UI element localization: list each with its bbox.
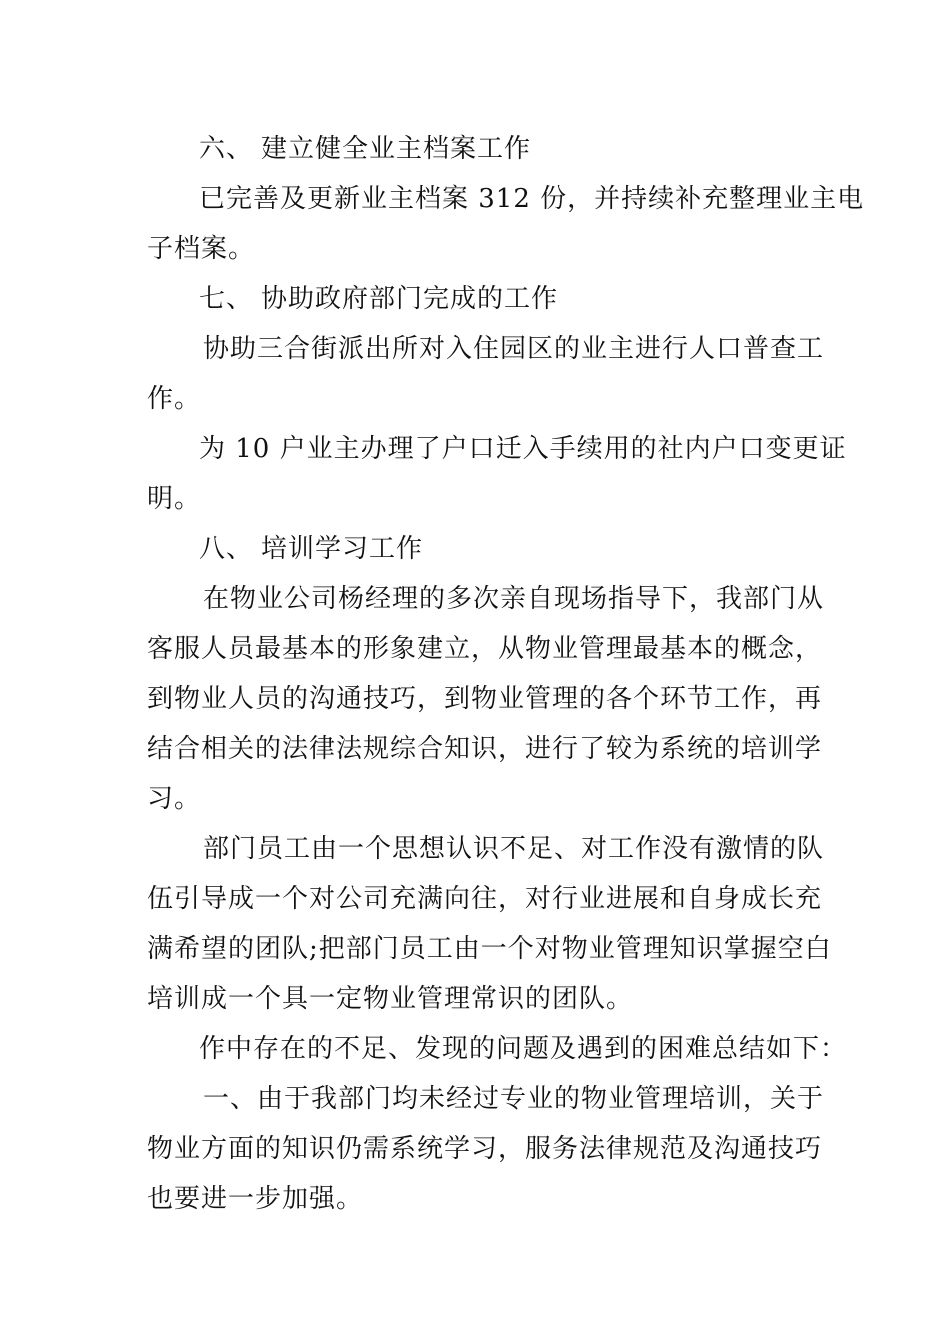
paragraph-line: 客服人员最基本的形象建立，从物业管理最基本的概念，: [147, 634, 823, 664]
paragraph-line: 习。: [147, 784, 202, 814]
section-6-heading: [199, 124, 807, 174]
paragraph-line: 物业方面的知识仍需系统学习，服务法律规范及沟通技巧: [147, 1134, 823, 1164]
paragraph-line: 部门员工由一个思想认识不足、对工作没有激情的队: [203, 834, 825, 864]
section-6-title: 建立健全业主档案工作: [261, 134, 532, 164]
paragraph-line: 结合相关的法律法规综合知识，进行了较为系统的培训学: [147, 734, 823, 764]
section-7-number: 七、: [199, 284, 254, 314]
paragraph-line: 伍引导成一个对公司充满向往，对行业进展和自身成长充: [147, 884, 823, 914]
paragraph-line: 已完善及更新业主档案 312 份，并持续补充整理业主电: [199, 184, 865, 214]
paragraph-line: 满希望的团队;把部门员工由一个对物业管理知识掌握空白: [147, 934, 832, 964]
section-6-number: 六、: [199, 134, 254, 164]
paragraph-line: 明。: [147, 484, 202, 514]
section-8-heading: [199, 524, 807, 574]
section-7-title: 协助政府部门完成的工作: [261, 284, 559, 314]
paragraph-line: 一、由于我部门均未经过专业的物业管理培训，关于: [203, 1084, 825, 1114]
paragraph-line: 到物业人员的沟通技巧，到物业管理的各个环节工作，再: [147, 684, 823, 714]
section-8-title: 培训学习工作: [261, 534, 424, 564]
section-7-heading: [199, 274, 807, 324]
paragraph-line: 培训成一个具一定物业管理常识的团队。: [147, 984, 634, 1014]
paragraph-line: 作。: [147, 384, 202, 414]
problems-intro: 作中存在的不足、发现的问题及遇到的困难总结如下：: [199, 1034, 848, 1064]
section-8-number: 八、: [199, 534, 254, 564]
paragraph-line: 协助三合街派出所对入住园区的业主进行人口普查工: [203, 334, 825, 364]
paragraph-line: 为 10 户业主办理了户口迁入手续用的社内户口变更证: [199, 434, 847, 464]
paragraph-line: 子档案。: [147, 234, 256, 264]
paragraph-line: 也要进一步加强。: [147, 1184, 364, 1214]
paragraph-line: 在物业公司杨经理的多次亲自现场指导下，我部门从: [203, 584, 825, 614]
